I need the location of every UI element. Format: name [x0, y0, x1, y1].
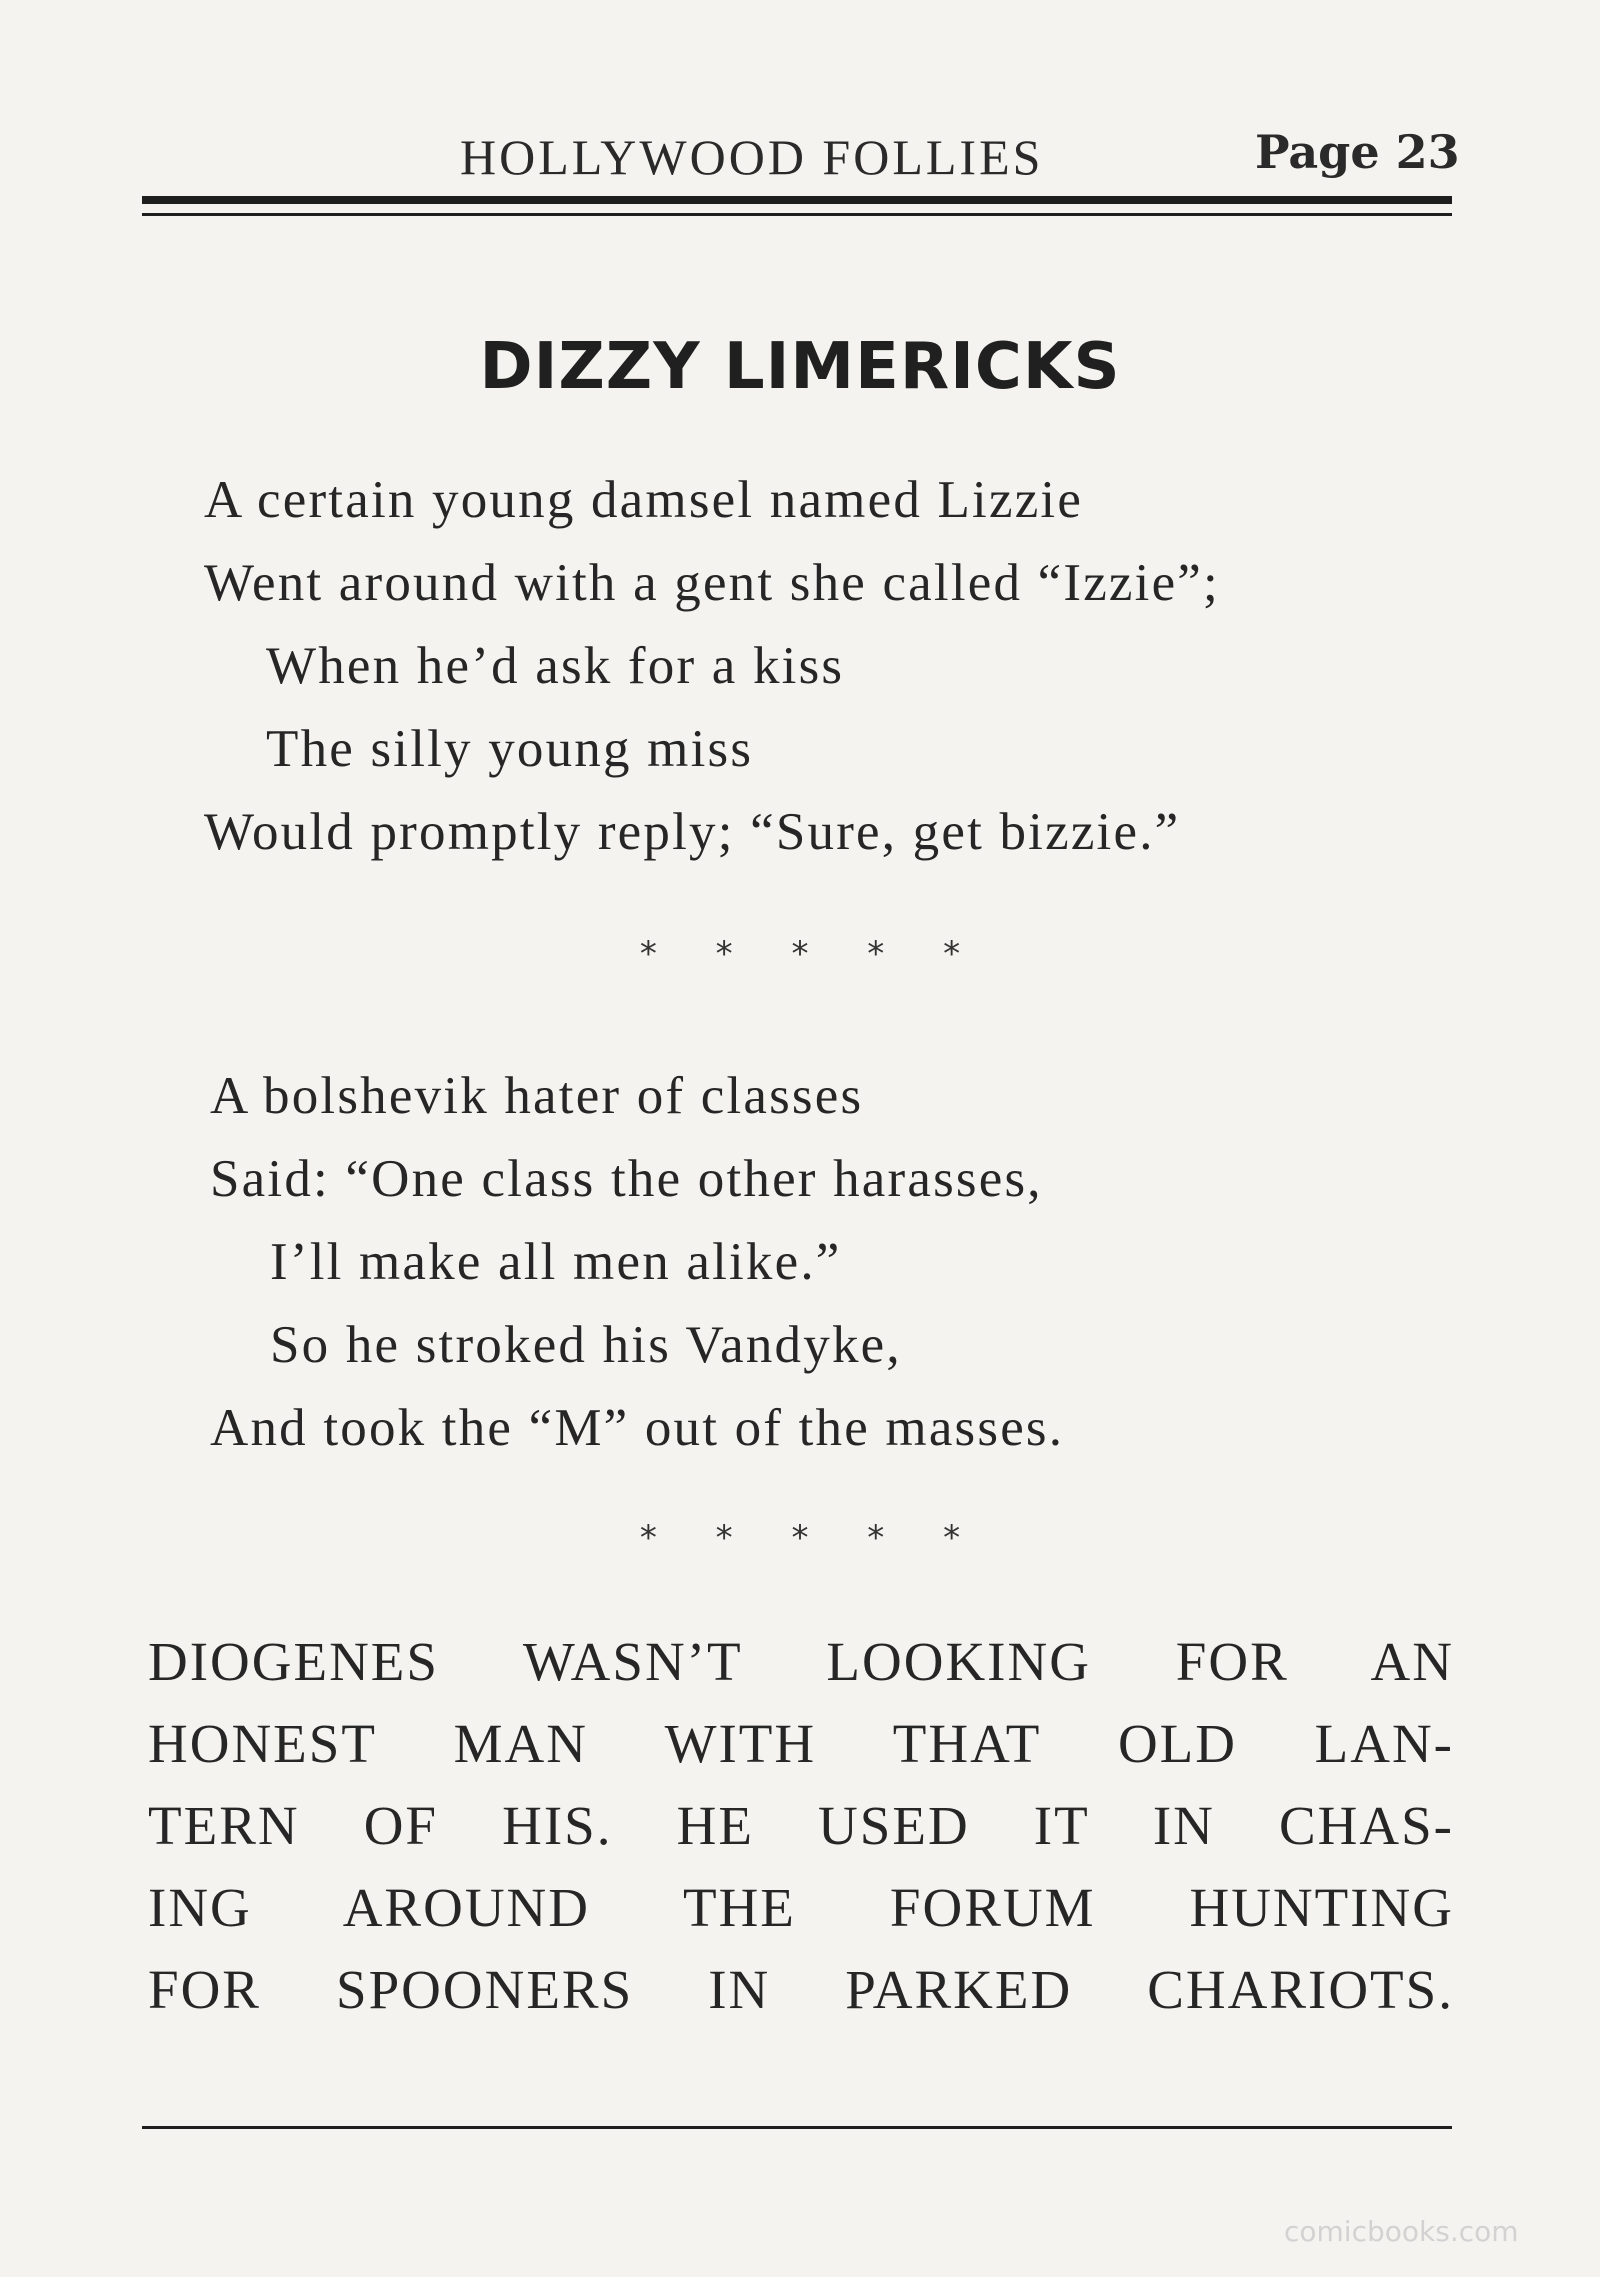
limerick-2-line-1: A bolshevik hater of classes — [210, 1067, 864, 1125]
joke-line-2: HONEST MAN WITH THAT OLD LAN- — [148, 1713, 1454, 1774]
header-rule-thick — [142, 196, 1452, 204]
limerick-1-line-3: When he’d ask for a kiss — [266, 637, 845, 695]
joke-line-1: DIOGENES WASN’T LOOKING FOR AN — [148, 1631, 1454, 1692]
limerick-2-line-4: So he stroked his Vandyke, — [270, 1316, 902, 1374]
limerick-1-line-4: The silly young miss — [266, 720, 754, 778]
limerick-1-line-2: Went around with a gent she called “Izzie”; — [204, 554, 1220, 612]
watermark: comicbooks.com — [1284, 2215, 1519, 2248]
limerick-2-line-3: I’ll make all men alike.” — [270, 1233, 842, 1291]
page-title: DIZZY LIMERICKS — [479, 330, 1121, 404]
separator-stars-1: * * * * * — [639, 934, 961, 974]
page-number: Page 23 — [1255, 125, 1460, 179]
limerick-2-line-2: Said: “One class the other harasses, — [210, 1150, 1043, 1208]
joke-line-4: ING AROUND THE FORUM HUNTING — [148, 1877, 1454, 1938]
limerick-1-line-1: A certain young damsel named Lizzie — [204, 471, 1084, 529]
header-rule-thin — [142, 213, 1452, 216]
joke-line-5: FOR SPOONERS IN PARKED CHARIOTS. — [148, 1959, 1454, 2020]
footer-rule — [142, 2126, 1452, 2129]
limerick-2-line-5: And took the “M” out of the masses. — [210, 1399, 1065, 1457]
separator-stars-2: * * * * * — [639, 1518, 961, 1558]
joke-line-3: TERN OF HIS. HE USED IT IN CHAS- — [148, 1795, 1454, 1856]
running-title: HOLLYWOOD FOLLIES — [460, 129, 1044, 185]
limerick-1-line-5: Would promptly reply; “Sure, get bizzie.” — [204, 803, 1181, 861]
